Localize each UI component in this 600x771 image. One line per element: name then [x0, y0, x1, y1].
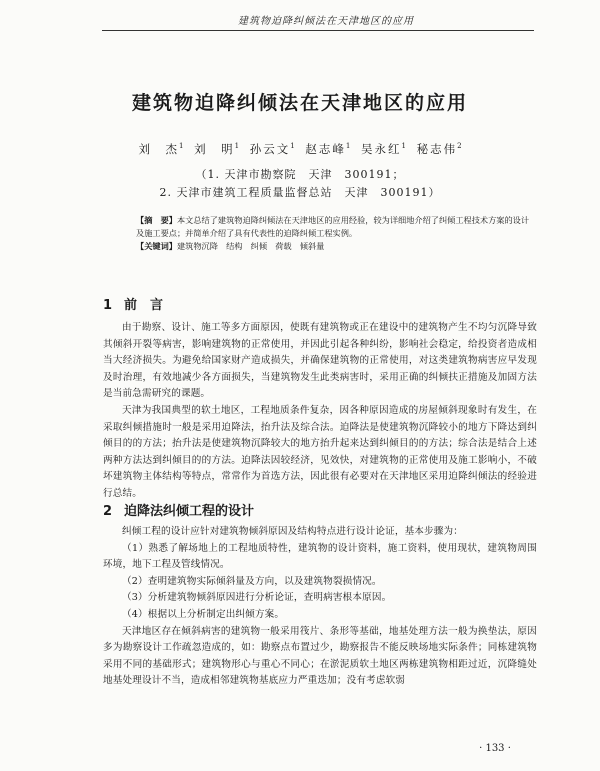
abstract-text: 本文总结了建筑物迫降纠倾法在天津地区的应用经验，较为详细地介绍了纠倾工程技术方案的设计及施工要点；并简单介绍了具有代表性的迫降纠倾工程实例。	[136, 215, 530, 238]
section-number: 1	[103, 298, 113, 313]
paragraph: 天津地区存在倾斜病害的建筑物一般采用筏片、条形等基础，地基处理方法一般为换垫法，原因多为勘察设计工作疏忽造成的，如：勘察点布置过少，勘察报告不能反映场地实际条件；同栋建筑物采用不同的基础形式；建筑物形心与重心不同心；在淤泥质软土地区两栋建筑物相距过近，沉降缝处地基处理设计不当，造成相邻建筑物基底应力严重迭加；没有考虑软弱	[103, 625, 537, 687]
author-list	[60, 141, 540, 157]
keywords-text: 建筑物沉降 结构 纠倾 荷载 倾斜量	[176, 241, 325, 251]
step-item: （4）根据以上分析制定出纠倾方案。	[122, 608, 285, 620]
author: 刘 明$^1$	[194, 142, 240, 156]
section-2-body	[103, 524, 537, 690]
step-item: （1）熟悉了解场地上的工程地质特性，建筑物的设计资料，施工资料，使用现状，建筑物周围环境，地下工程及管线情况。	[103, 542, 537, 571]
paper-title: 建筑物迫降纠倾法在天津地区的应用	[131, 92, 468, 114]
author: 吴永红$^1$	[360, 142, 406, 156]
keywords	[136, 240, 536, 253]
paragraph: 纠倾工程的设计应针对建筑物倾斜原因及结构特点进行设计论证，基本步骤为：	[122, 526, 464, 537]
abstract-label: 【摘 要】	[136, 215, 177, 225]
author: 刘 杰$^1$	[138, 142, 184, 156]
affiliation-2: 2. 天津市建筑工程质量监督总站 天津 300191）	[159, 186, 441, 199]
author: 秘志伟$^2$	[416, 142, 462, 156]
abstract	[136, 214, 536, 240]
page-number: · 133 ·	[479, 743, 511, 754]
author: 赵志峰$^1$	[305, 142, 351, 156]
section-1-heading	[103, 294, 163, 313]
running-head: 建筑物迫降纠倾法在天津地区的应用	[238, 16, 414, 27]
section-1-body	[103, 320, 537, 503]
paragraph: 由于勘察、设计、施工等多方面原因，使既有建筑物或正在建设中的建筑物产生不均匀沉降导致其倾斜开裂等病害，影响建筑物的正常使用，并因此引起各种纠纷，影响社会稳定，给投资者造成相当大经济损失。为避免给国家财产造成损失，并确保建筑物的正常使用，对这类建筑物病害应早发现及时治理，有效地减少各方面损失，当建筑物发生此类病害时，采用正确的纠倾扶正措施及加固方法是当前急需研究的课题。	[103, 322, 537, 400]
header-rule	[102, 30, 534, 31]
keywords-label: 【关键词】	[136, 241, 177, 251]
step-item: （2）查明建筑物实际倾斜量及方向，以及建筑物裂损情况。	[122, 575, 382, 587]
section-title: 迫降法纠倾工程的设计	[124, 504, 255, 519]
author: 孙云文$^1$	[249, 142, 295, 156]
abstract-block	[136, 214, 536, 253]
affiliation-1: （1. 天津市勘察院 天津 300191；	[195, 168, 405, 181]
section-number: 2	[103, 504, 113, 519]
step-item: （3）分析建筑物倾斜原因进行分析论证，查明病害根本原因。	[122, 592, 392, 604]
section-title: 前 言	[124, 298, 164, 313]
paragraph: 天津为我国典型的软土地区，工程地质条件复杂，因各种原因造成的房屋倾斜现象时有发生，在采取纠倾措施时一般是采用迫降法，抬升法及综合法。迫降法是使建筑物沉降较小的地方下降达到纠倾目的的方法；抬升法是使建筑物沉降较大的地方抬升起来达到纠倾目的的方法；综合法是结合上述两种方法达到纠倾目的的方法。迫降法因较经济，见效快，对建筑物的正常使用及施工影响小，不破坏建筑物主体结构等特点，常常作为首选方法，因此很有必要对在天津地区采用迫降纠倾法的经验进行总结。	[103, 404, 537, 499]
section-2-heading	[103, 500, 254, 519]
